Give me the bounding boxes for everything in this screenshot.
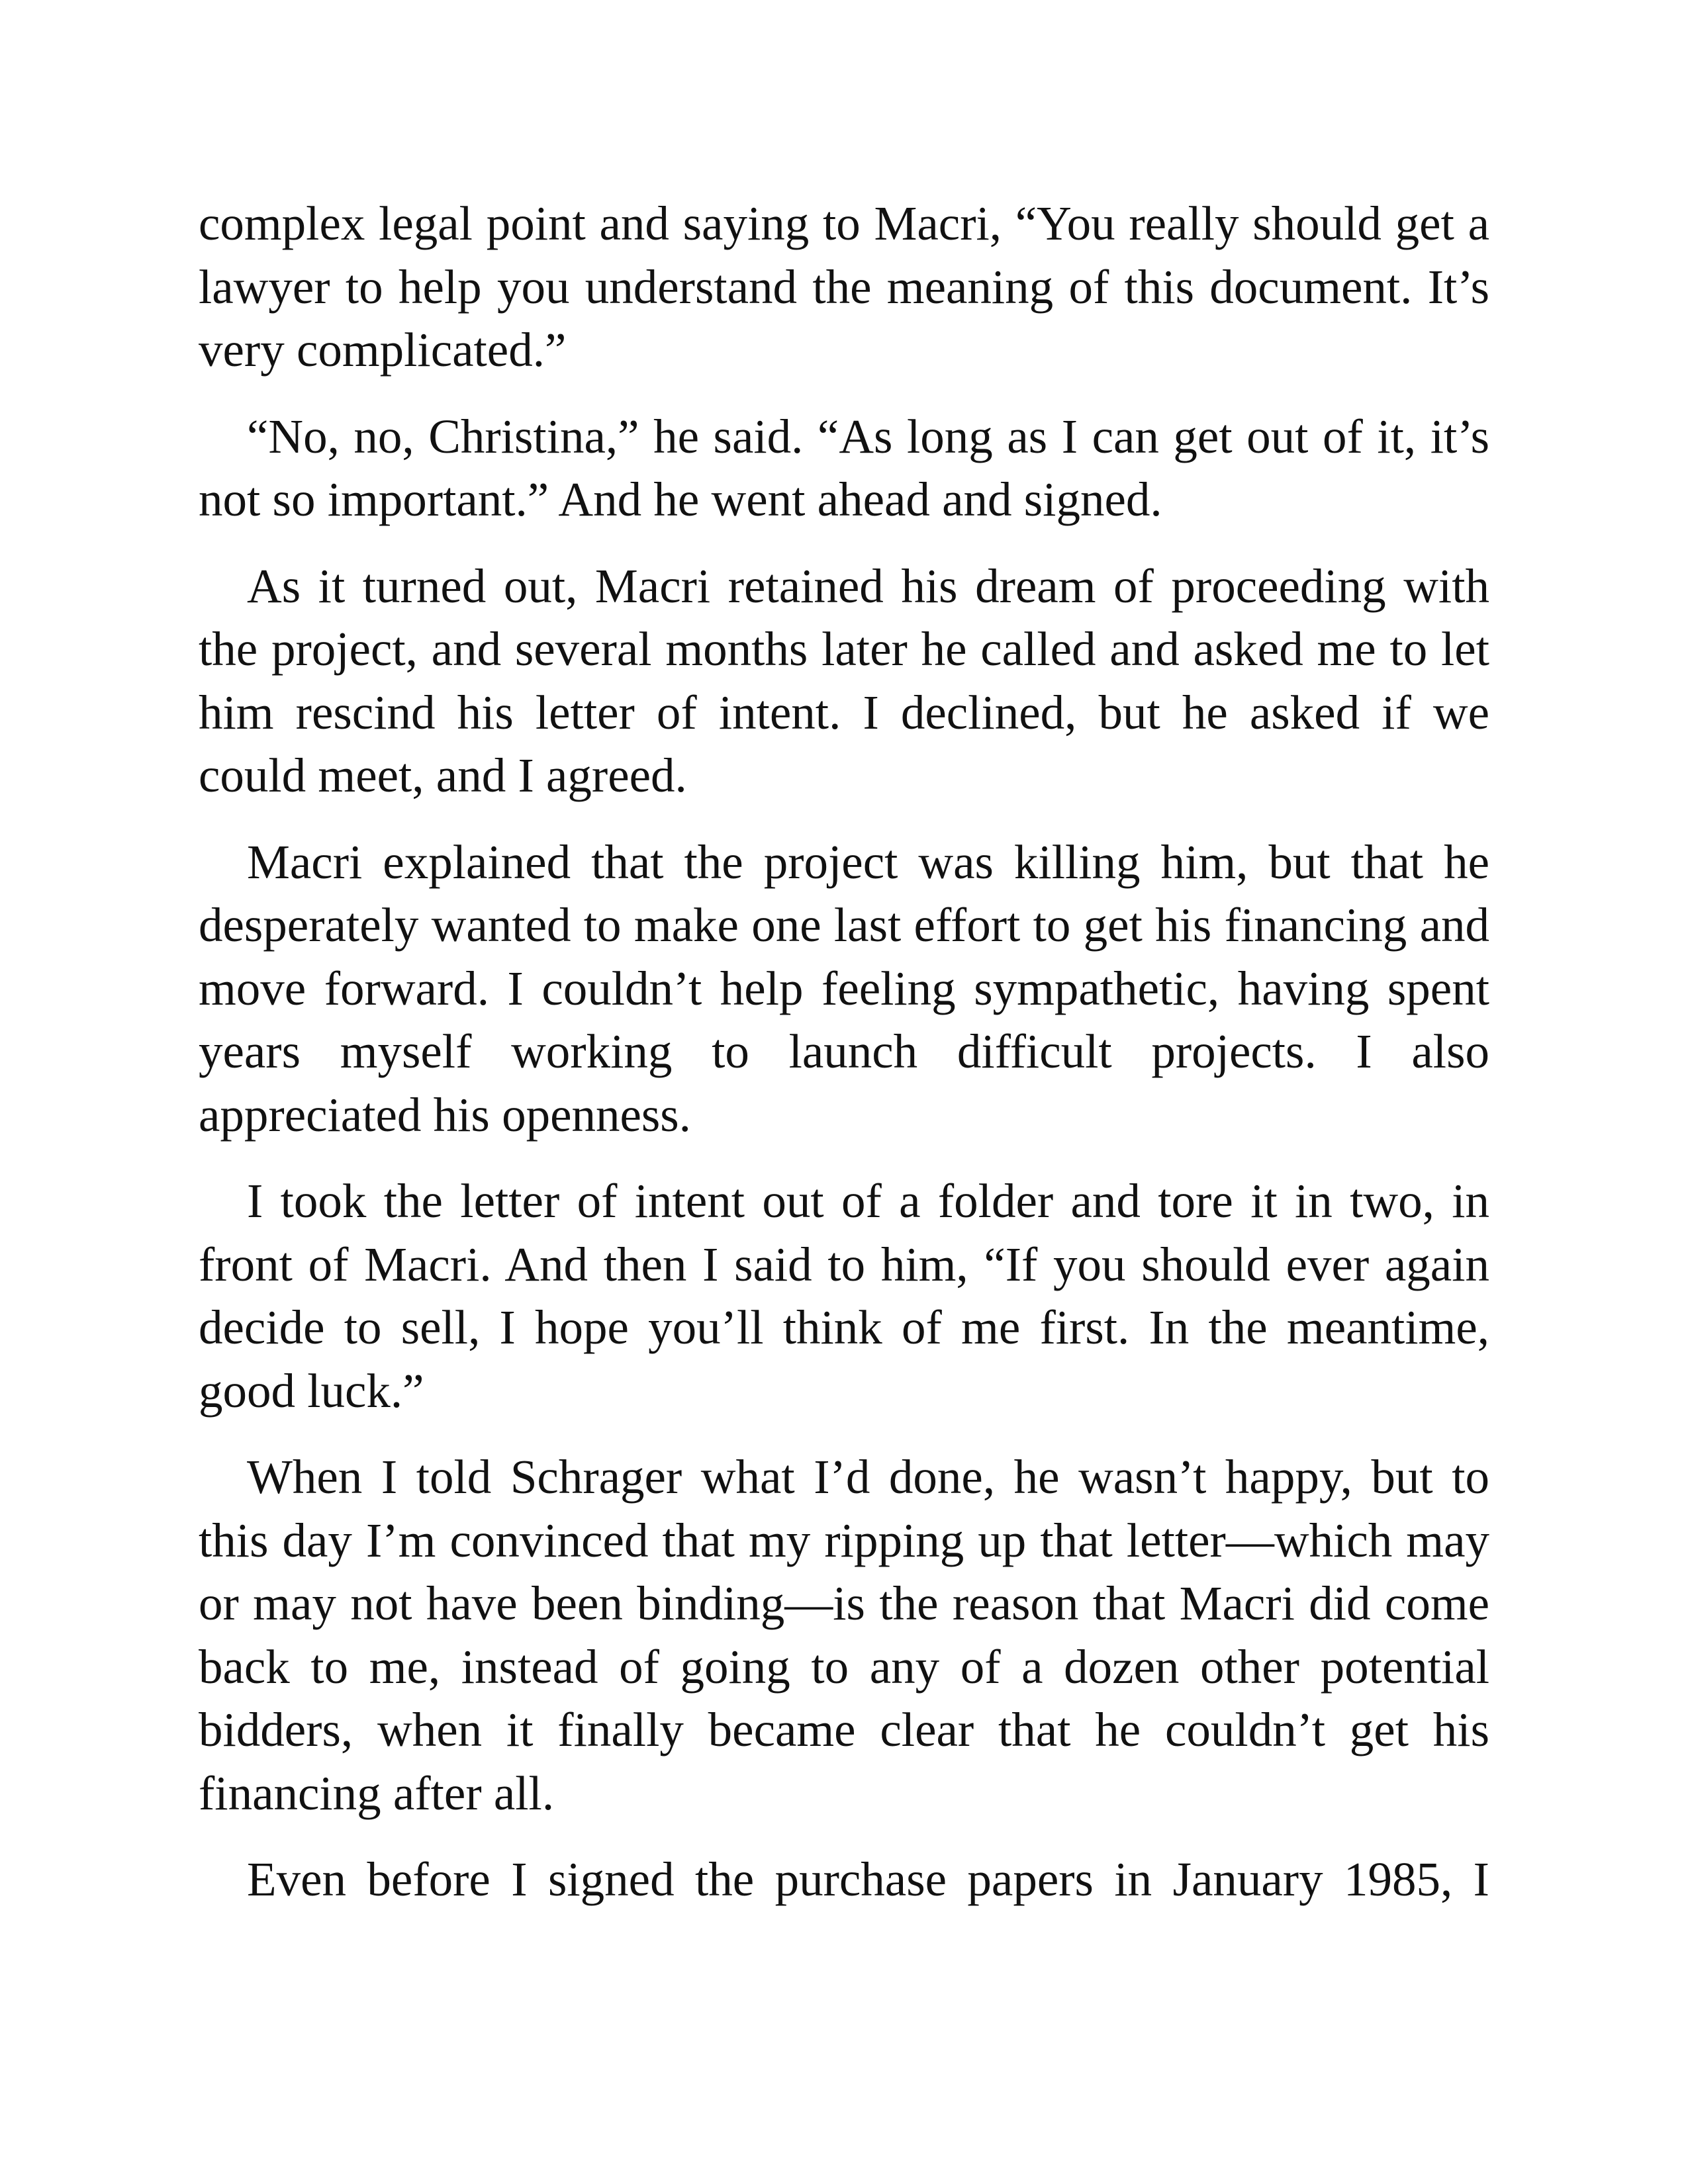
paragraph: As it turned out, Macri retained his dream of proceeding with the project, and several months later he called and asked me to let him rescind his letter of intent. I declined, but he asked if we could meet, and I agreed.	[199, 559, 1489, 802]
paragraph: When I told Schrager what I’d done, he wasn’t happy, but to this day I’m convinced that my ripping up that letter—which may or may not have been binding—is the reason that Macri did come back to me, instead of going to any of a dozen other potential bidders, when it finally became clear that he couldn’t get his financing after all.	[199, 1450, 1489, 1820]
paragraph: Macri explained that the project was killing him, but that he desperately wanted to make one last effort to get his financing and move forward. I couldn’t help feeling sympathetic, having spent years myself working to launch difficult projects. I also appreciated his openness.	[199, 835, 1489, 1142]
paragraph: I took the letter of intent out of a folder and tore it in two, in front of Macri. And then I said to him, “If you should ever again decide to sell, I hope you’ll think of me first. In the meantime, good luck.”	[199, 1174, 1489, 1418]
page-body	[199, 192, 1489, 1934]
paragraph-continues-next-page: Even before I signed the purchase papers in January 1985, I	[247, 1852, 1489, 1906]
paragraph-continuation: complex legal point and saying to Macri, “You really should get a lawyer to help you understand the meaning of this document. It’s very complicated.”	[199, 197, 1489, 377]
paragraph: “No, no, Christina,” he said. “As long as I can get out of it, it’s not so important.” And he went ahead and signed.	[199, 409, 1489, 526]
